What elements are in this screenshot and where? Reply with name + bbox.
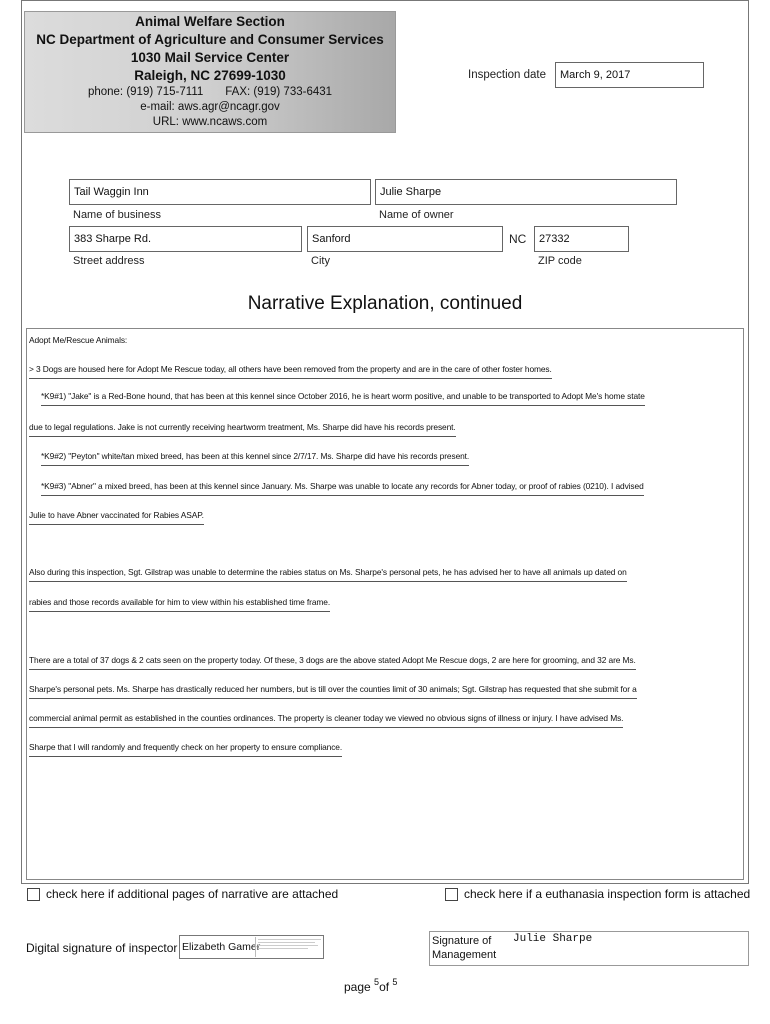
agency-name: Animal Welfare Section (135, 14, 285, 29)
narrative-title: Narrative Explanation, continued (247, 293, 523, 314)
agency-city: Raleigh, NC 27699-1030 (134, 68, 286, 83)
agency-mail-center: 1030 Mail Service Center (130, 50, 290, 65)
narrative-line: Sharpe's personal pets. Ms. Sharpe has drastically reduced her numbers, but is till over the counties limit of 30 animals; Sgt. Gilstrap has requested that she submit for a (29, 684, 637, 699)
page-of: of (379, 980, 390, 994)
owner-name-label: Name of owner (379, 209, 454, 221)
page-indicator (344, 977, 397, 994)
agency-email: e-mail: aws.agr@ncagr.gov (140, 101, 280, 113)
narrative-line: There are a total of 37 dogs & 2 cats seen on the property today. Of these, 3 dogs are the above stated Adopt Me Rescue dogs, 2 are here for grooming, and 32 are Ms. (29, 655, 636, 670)
narrative-line: commercial animal permit as established in the counties ordinances. The property is cleaner today we viewed no obvious signs of illness or injury. I have advised Ms. (29, 713, 623, 728)
narrative-line: rabies and those records available for him to view within his established time frame. (29, 597, 330, 612)
city-field[interactable]: Sanford (307, 226, 503, 252)
inspection-date-label: Inspection date (468, 69, 547, 81)
agency-phone-row (25, 85, 395, 100)
zip-code-field[interactable]: 27332 (534, 226, 629, 252)
page-total: 5 (392, 977, 398, 987)
narrative-line: > 3 Dogs are housed here for Adopt Me Rescue today, all others have been removed from the property and are in the care of other foster homes. (29, 364, 552, 379)
street-address-label: Street address (73, 255, 145, 267)
city-label: City (311, 255, 330, 267)
management-signature-value: Julie Sharpe (513, 933, 593, 945)
zip-code-label: ZIP code (538, 255, 582, 267)
page-label: page (344, 980, 371, 994)
agency-department: NC Department of Agriculture and Consumer Services (36, 32, 384, 47)
agency-fax: FAX: (919) 733-6431 (225, 86, 333, 98)
narrative-line: *K9#1) "Jake" is a Red-Bone hound, that has been at this kennel since October 2016, he is heart worm positive, and unable to be transported to Adopt Me's home state (41, 391, 645, 406)
narrative-line: *K9#3) "Abner" a mixed breed, has been at this kennel since January. Ms. Sharpe was unable to locate any records for Abner today, or proof of rabies (0210). I advised (41, 481, 644, 496)
narrative-line: Julie to have Abner vaccinated for Rabies ASAP. (29, 510, 204, 525)
business-name-label: Name of business (73, 209, 162, 221)
agency-phone: phone: (919) 715-7111 (87, 86, 204, 98)
street-address-field[interactable]: 383 Sharpe Rd. (69, 226, 302, 252)
narrative-line: Adopt Me/Rescue Animals: (29, 335, 128, 345)
narrative-attached-checkbox[interactable] (27, 888, 40, 901)
state-value: NC (509, 232, 527, 246)
agency-header (24, 11, 396, 133)
narrative-line: Also during this inspection, Sgt. Gilstrap was unable to determine the rabies status on Ms. Sharpe's personal pets, he has advised her to have all animals up dated on (29, 567, 627, 582)
inspector-signature-label: Digital signature of inspector (26, 941, 178, 955)
management-signature-label: Signature of (432, 935, 492, 947)
page-current: 5 (374, 977, 380, 987)
euthanasia-attached-checkbox[interactable] (445, 888, 458, 901)
narrative-line: due to legal regulations. Jake is not currently receiving heartworm treatment, Ms. Sharpe did have his records present. (29, 422, 456, 437)
narrative-line: *K9#2) "Peyton" white/tan mixed breed, has been at this kennel since 2/7/17. Ms. Sharpe did have his records present. (41, 451, 469, 466)
narrative-line: Sharpe that I will randomly and frequently check on her property to ensure compliance. (29, 742, 342, 757)
agency-url: URL: www.ncaws.com (152, 116, 268, 128)
business-name-field[interactable]: Tail Waggin Inn (69, 179, 371, 205)
euthanasia-attached-check[interactable] (445, 887, 750, 901)
digital-signature-stamp (255, 937, 321, 957)
inspection-date-field[interactable]: March 9, 2017 (555, 62, 704, 88)
narrative-attached-label: check here if additional pages of narrative are attached (46, 887, 339, 901)
owner-name-field[interactable]: Julie Sharpe (375, 179, 677, 205)
euthanasia-attached-label: check here if a euthanasia inspection form is attached (464, 887, 751, 901)
inspector-signature-name: Elizabeth Gamer (182, 941, 261, 953)
narrative-attached-check[interactable] (27, 887, 338, 901)
management-signature-label-2: Management (432, 949, 497, 961)
